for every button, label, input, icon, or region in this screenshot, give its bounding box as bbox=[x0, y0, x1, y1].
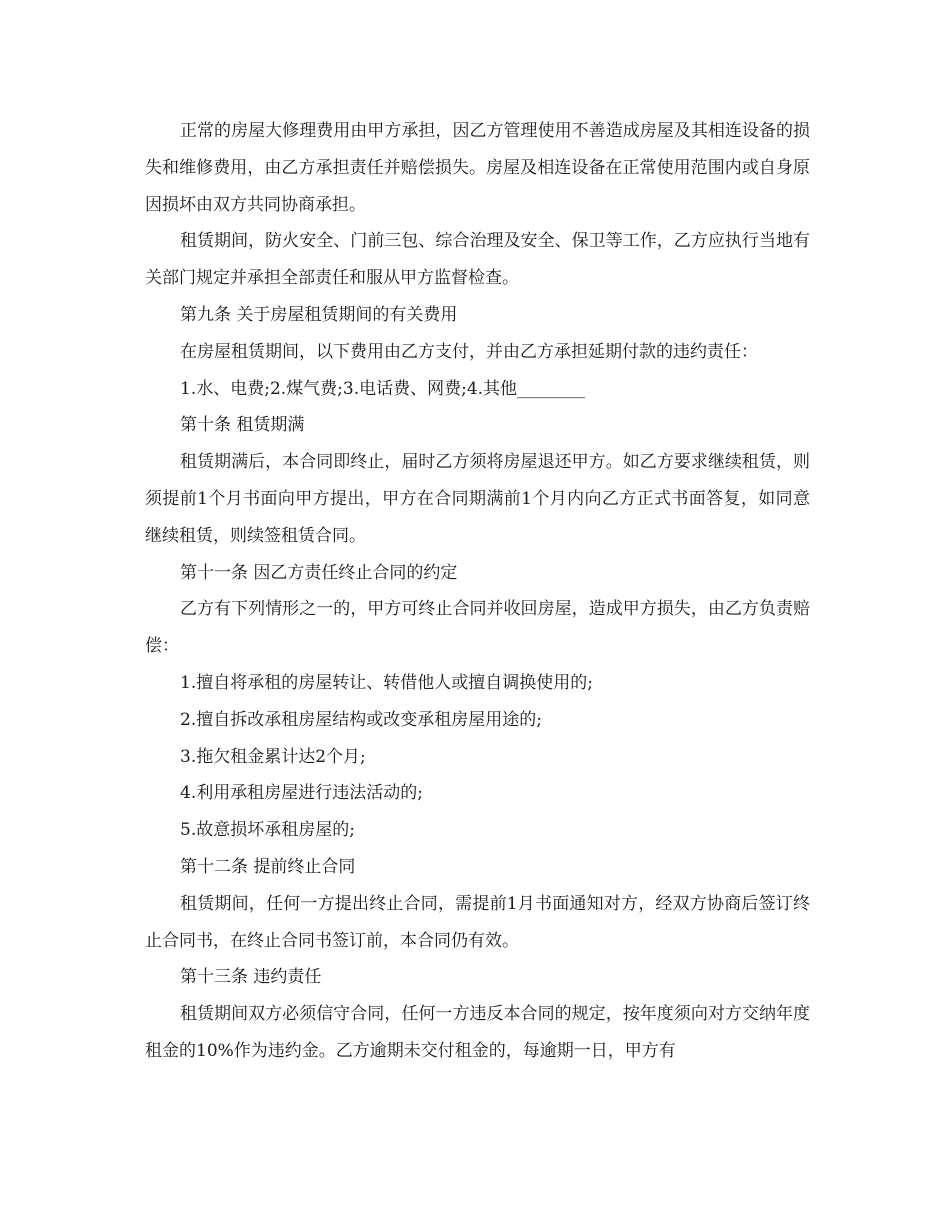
paragraph-breach-liability: 租赁期间双方必须信守合同，任何一方违反本合同的规定，按年度须向对方交纳年度租金的10%作为违约金。乙方逾期未交付租金的，每逾期一日，甲方有 bbox=[145, 1004, 810, 1061]
list-item: 3.拖欠租金累计达2个月; bbox=[180, 746, 366, 767]
list-item: 4.利用承租房屋进行违法活动的; bbox=[180, 783, 423, 804]
article-11-heading: 第十一条 因乙方责任终止合同的约定 bbox=[180, 562, 458, 583]
paragraph-repair-costs: 正常的房屋大修理费用由甲方承担，因乙方管理使用不善造成房屋及其相连设备的损失和维修费用，由乙方承担责任并赔偿损失。房屋及相连设备在正常使用范围内或自身原因损坏由双方共同协商承担。 bbox=[145, 121, 810, 215]
article-13-heading: 第十三条 违约责任 bbox=[180, 967, 322, 988]
paragraph-lease-expiry: 租赁期满后，本合同即终止，届时乙方须将房屋退还甲方。如乙方要求继续租赁，则须提前1个月书面向甲方提出，甲方在合同期满前1个月内向乙方正式书面答复，如同意继续租赁，则续签租赁合同。 bbox=[145, 452, 810, 546]
article-10-heading: 第十条 租赁期满 bbox=[180, 415, 305, 436]
list-item: 1.擅自将承租的房屋转让、转借他人或擅自调换使用的; bbox=[180, 672, 593, 693]
fee-list-item: 1.水、电费;2.煤气费;3.电话费、网费;4.其他________ bbox=[180, 378, 586, 399]
paragraph-safety-duties: 租赁期间，防火安全、门前三包、综合治理及安全、保卫等工作，乙方应执行当地有关部门规定并承担全部责任和服从甲方监督检查。 bbox=[145, 231, 810, 289]
article-9-heading: 第九条 关于房屋租赁期间的有关费用 bbox=[180, 304, 458, 325]
paragraph-tenant-fees: 在房屋租赁期间，以下费用由乙方支付，并由乙方承担延期付款的违约责任： bbox=[180, 341, 758, 362]
document-body bbox=[145, 113, 810, 1070]
list-item: 5.故意损坏承租房屋的; bbox=[180, 820, 355, 841]
paragraph-early-termination: 租赁期间，任何一方提出终止合同，需提前1月书面通知对方，经双方协商后签订终止合同书，在终止合同书签订前，本合同仍有效。 bbox=[145, 893, 810, 951]
list-item: 2.擅自拆改承租房屋结构或改变承租房屋用途的; bbox=[180, 709, 542, 730]
article-12-heading: 第十二条 提前终止合同 bbox=[180, 856, 356, 877]
paragraph-termination-conditions: 乙方有下列情形之一的，甲方可终止合同并收回房屋，造成甲方损失，由乙方负责赔偿： bbox=[145, 599, 810, 657]
